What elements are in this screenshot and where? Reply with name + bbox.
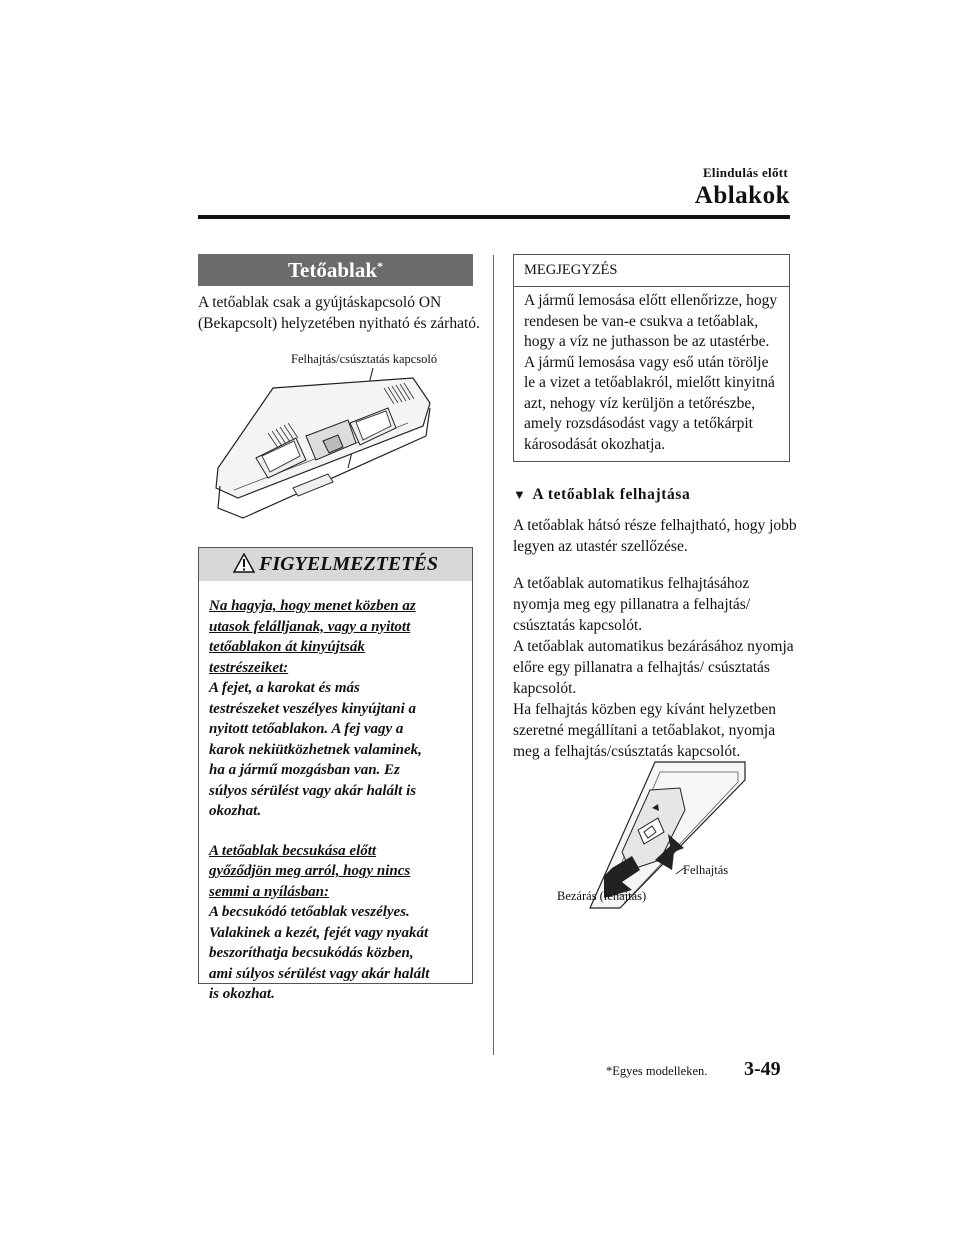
intro-paragraph: A tetőablak csak a gyújtáskapcsoló ON (Bekapcsolt) helyzetében nyitható és zárható.	[198, 294, 480, 332]
tilt-instructions	[513, 573, 798, 762]
warning-line: Na hagyja, hogy menet közben az	[209, 598, 416, 614]
warning-line: semmi a nyílásban:	[209, 883, 330, 900]
tilt-open-instruction: A tetőablak automatikus felhajtásához nyomja meg egy pillanatra a felhajtás/ csúsztatás kapcsolót.	[513, 575, 751, 634]
warning-line: utasok felálljanak, vagy a nyitott	[209, 618, 411, 635]
warning-line: Valakinek a kezét, fejét vagy nyakát	[209, 924, 429, 941]
section-title	[198, 254, 473, 286]
note-text: A jármű lemosása előtt ellenőrizze, hogy rendesen be van-e csukva a tetőablak, hogy a víz ne juthasson be az utastérbe. A jármű lemosása vagy eső után törölje le a vizet a tetőablakról, mielőtt kinyitná azt, nehogy víz kerüljön a tetőrészbe, amely rozsdásodást vagy a tetőkárpit károsodását okozhatja.	[524, 292, 778, 453]
warning-triangle-icon	[233, 553, 255, 573]
page-number: 3-49	[744, 1058, 781, 1080]
warning-line: A fejet, a karokat és más	[209, 680, 360, 696]
warning-line: okozhat.	[209, 803, 262, 819]
note-heading: MEGJEGYZÉS	[514, 255, 789, 287]
footnote: *Egyes modelleken.	[606, 1064, 708, 1078]
warning-box	[198, 547, 473, 1002]
warning-line: ha a jármű mozgásban van. Ez	[209, 762, 400, 778]
warning-line: ami súlyos sérülést vagy akár halált	[209, 965, 430, 982]
warning-paragraph-1	[209, 596, 459, 822]
warning-line: is okozhat.	[209, 986, 275, 1002]
tilt-stop-instruction: Ha felhajtás közben egy kívánt helyzetben szeretné megállítani a tetőablakot, nyomja meg a felhajtás/csúsztatás kapcsolót.	[513, 701, 776, 760]
warning-banner	[199, 548, 472, 581]
tilt-intro-paragraph: A tetőablak hátsó része felhajtható, hogy jobb legyen az utastér szellőzése.	[513, 517, 797, 555]
tilt-up-label: Felhajtás	[683, 863, 729, 877]
warning-line: testrészeket veszélyes kinyújtani a	[209, 700, 417, 717]
optional-mark: *	[377, 259, 384, 273]
tilt-subheading	[513, 486, 690, 504]
section-title-text: Tetőablak	[287, 258, 378, 282]
warning-line: győződjön meg arról, hogy nincs	[209, 863, 411, 879]
warning-line: A becsukódó tetőablak veszélyes.	[209, 904, 410, 920]
warning-line: nyitott tetőablakon. A fej vagy a	[209, 721, 404, 737]
chapter-header: Elindulás előtt	[702, 165, 788, 180]
section-header: Ablakok	[694, 182, 790, 209]
warning-line: beszoríthatja becsukódás közben,	[209, 945, 414, 961]
close-down-label: Bezárás (lehajtás)	[557, 889, 647, 903]
note-box	[513, 254, 790, 462]
warning-line: testrészeiket:	[209, 659, 289, 676]
switch-callout-label: Felhajtás/csúsztatás kapcsoló	[291, 352, 438, 366]
warning-paragraph-2	[209, 841, 459, 1005]
warning-line: karok nekiütközhetnek valaminek,	[209, 741, 422, 758]
warning-line: A tetőablak becsukása előtt	[209, 842, 377, 859]
column-divider	[493, 255, 494, 1055]
tilt-close-instruction: A tetőablak automatikus bezárásához nyomja előre egy pillanatra a felhajtás/ csúsztatás kapcsolót.	[513, 638, 794, 697]
overhead-console-illustration	[198, 348, 478, 523]
tilt-subheading-text: A tetőablak felhajtása	[532, 486, 691, 503]
subheading-marker-icon: ▼	[513, 487, 527, 502]
tilt-switch-illustration	[560, 760, 750, 910]
warning-line: tetőablakon át kinyújtsák	[209, 639, 365, 655]
warning-body	[209, 596, 459, 1024]
warning-line: súlyos sérülést vagy akár halált is	[209, 782, 417, 799]
header-rule	[198, 215, 790, 219]
warning-heading: FIGYELMEZTETÉS	[259, 553, 438, 575]
